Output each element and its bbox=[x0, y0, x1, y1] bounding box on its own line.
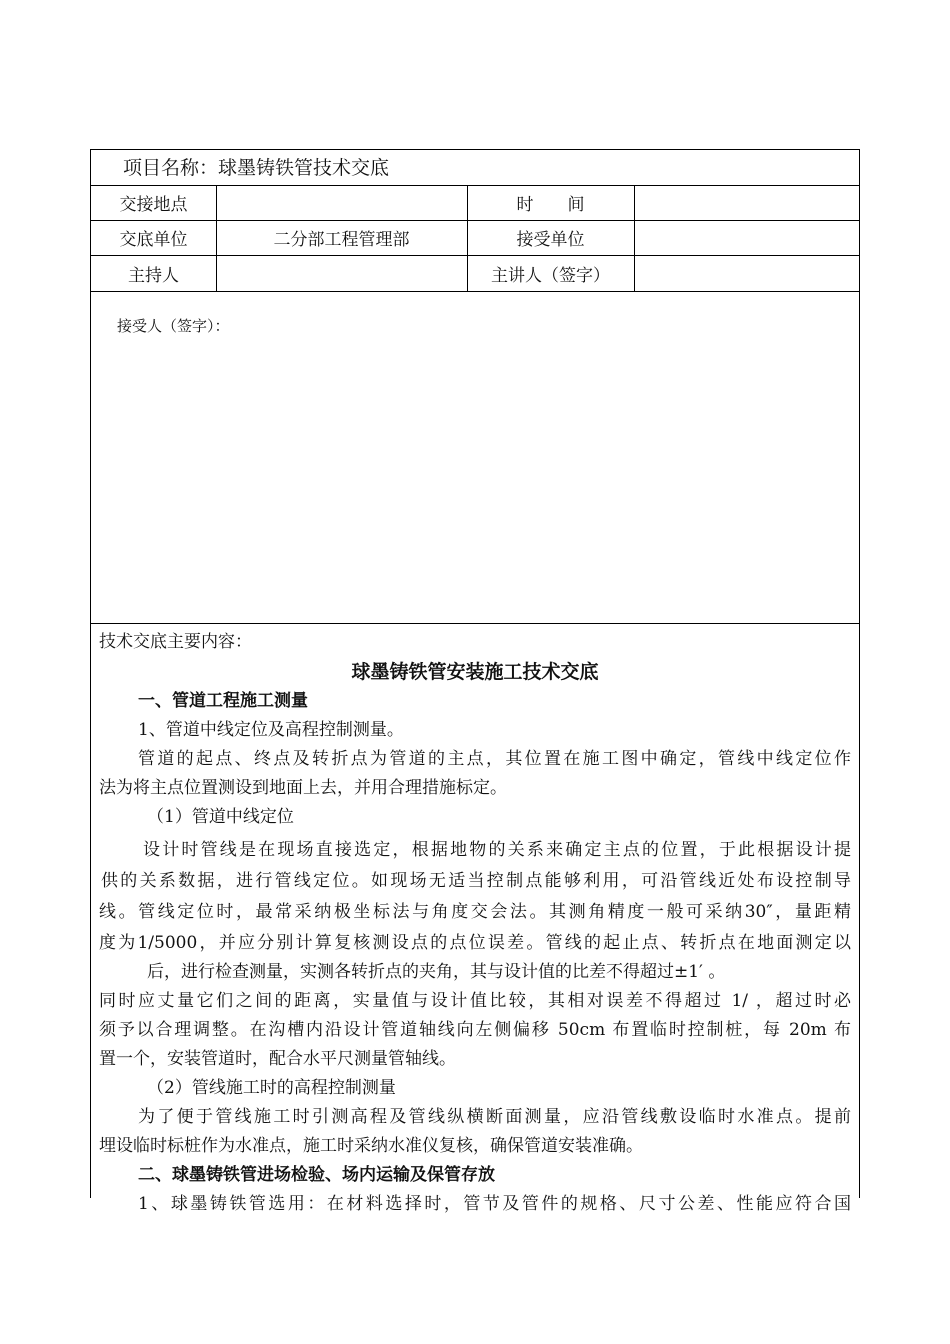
content-line: 1、球墨铸铁管选用：在材料选择时，管节及管件的规格、尺寸公差、性能应符合国 bbox=[138, 1194, 851, 1214]
handover-location-label: 交接地点 bbox=[119, 195, 188, 215]
content-line: 设计时管线是在现场直接选定，根据地物的关系来确定主点的位置，于此根据设计提 bbox=[143, 840, 851, 860]
content-intro: 技术交底主要内容： bbox=[99, 632, 252, 652]
content-line: 须予以合理调整。在沟槽内沿设计管道轴线向左侧偏移 50cm 布置临时控制桩，每 20m 布 bbox=[99, 1020, 851, 1040]
divider bbox=[91, 623, 859, 624]
project-name: 项目名称：球墨铸铁管技术交底 bbox=[123, 157, 390, 179]
content-line: 置一个，安装管道时，配合水平尺测量管轴线。 bbox=[99, 1049, 456, 1069]
speaker-value bbox=[634, 255, 860, 291]
content-line: 后，进行检查测量，实测各转折点的夹角，其与设计值的比差不得超过±1′ 。 bbox=[147, 962, 726, 982]
document-sheet bbox=[90, 149, 860, 1214]
time-value bbox=[634, 185, 860, 220]
receiver-signature-label: 接受人（签字）： bbox=[117, 317, 230, 335]
issuing-unit-label: 交底单位 bbox=[119, 230, 188, 250]
section-heading: 二、球墨铸铁管进场检验、场内运输及保管存放 bbox=[138, 1165, 495, 1185]
content-line: 度为1/5000，并应分别计算复核测设点的点位误差。管线的起止点、转折点在地面测定以 bbox=[99, 933, 851, 953]
subsection-heading: （2）管线施工时的高程控制测量 bbox=[147, 1078, 396, 1098]
issuing-unit-value: 二分部工程管理部 bbox=[273, 230, 410, 250]
content-line: 为了便于管线施工时引测高程及管线纵横断面测量，应沿管线敷设临时水准点。提前 bbox=[138, 1107, 851, 1127]
receiving-unit-label: 接受单位 bbox=[516, 230, 585, 250]
content-line: 埋设临时标桩作为水准点，施工时采纳水准仪复核，确保管道安装准确。 bbox=[99, 1136, 643, 1156]
content-line: 线。管线定位时，最常采纳极坐标法与角度交会法。其测角精度一般可采纳30″，量距精 bbox=[99, 902, 851, 922]
subsection-heading: （1）管道中线定位 bbox=[147, 807, 294, 827]
receiving-unit-value bbox=[634, 220, 860, 255]
content-title: 球墨铸铁管安装施工技术交底 bbox=[351, 661, 599, 683]
content-line: 1、管道中线定位及高程控制测量。 bbox=[138, 720, 404, 740]
content-line: 法为将主点位置测设到地面上去，并用合理措施标定。 bbox=[99, 778, 507, 798]
content-line: 管道的起点、终点及转折点为管道的主点，其位置在施工图中确定，管线中线定位作 bbox=[138, 749, 851, 769]
divider bbox=[91, 291, 859, 292]
content-line: 供的关系数据，进行管线定位。如现场无适当控制点能够利用，可沿管线近处布设控制导 bbox=[101, 871, 851, 891]
host-label: 主持人 bbox=[128, 265, 179, 286]
time-label: 时 间 bbox=[516, 195, 585, 215]
speaker-label: 主讲人（签字） bbox=[491, 265, 610, 286]
section-heading: 一、管道工程施工测量 bbox=[138, 691, 308, 711]
content-line: 同时应丈量它们之间的距离，实量值与设计值比较，其相对误差不得超过 1/ ，超过时必 bbox=[99, 991, 851, 1011]
handover-location-value bbox=[216, 185, 467, 220]
host-value bbox=[216, 255, 467, 291]
